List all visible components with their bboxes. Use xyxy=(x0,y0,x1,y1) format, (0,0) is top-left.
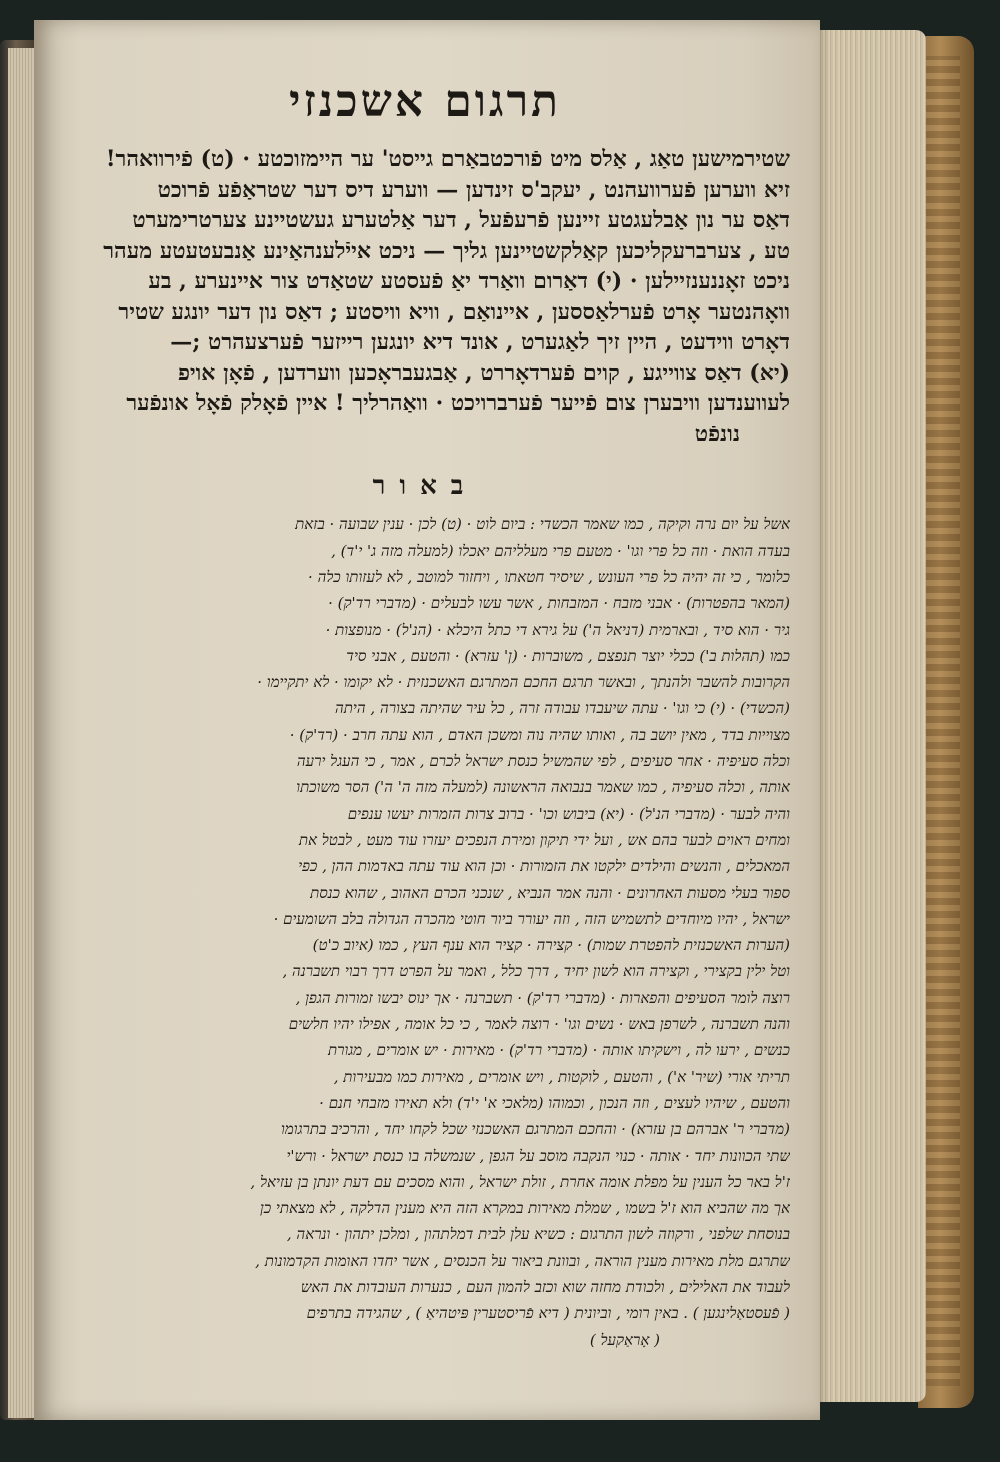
commentary-heading: באור xyxy=(372,471,478,502)
commentary-block xyxy=(60,511,790,1353)
commentary-line: בנוסחת שלפני , ורקוזה לשון התרגום : כשיא עלן לבית דמלתהון , ומלכן יתהון · ונראה , xyxy=(286,1225,790,1244)
commentary-line: מצוייות בדד , מאין יושב בה , ואותו שהיה נוה ומשכן האדם , הוא עתה חרב · (רד'ק) · xyxy=(289,725,790,744)
translation-line: שטירמישען טאַג , אַלס מיט פֿורכטבאַרם גייסט' ער היימזוכטע · (ט) פֿירוואהר! xyxy=(105,146,790,173)
commentary-line: ומחים ראוים לבער בהם אש , ועל ידי תיקון ומירת הנפכים יעזרו עוד מעט , לבטל את xyxy=(298,830,790,849)
translation-line: לעווענדען וויבערן צום פֿייער פֿערברויכט · וואַהרליך ! איין פֿאָלק פֿאָל אונפֿער xyxy=(126,390,790,417)
commentary-line: שתרגם מלת מאירות מענין הוראה , ובוונת ביאור על הכנסים , אשר יחדו האומות הקדמונות , xyxy=(255,1251,790,1270)
commentary-line: כמו (תהלות ב') ככלי יוצר תנפצם , משוברות · (ן' עזרא) · והטעם , אבני סיד xyxy=(346,646,790,665)
book-cover-right xyxy=(918,36,974,1408)
translation-line: דאָרט ווידעט , היין זיך לאַגערט , אונד דיא יונגען רייזער פֿערצעהרט ;— xyxy=(170,329,790,356)
page-title: תרגום אשכנזי xyxy=(288,76,562,127)
commentary-line: אך מה שהביא הוא ז'ל בשמו , שמלת מאירות במקרא הזה היא מענין הדלקה , לא מצאתי כן xyxy=(260,1199,790,1218)
commentary-line: אותה , וכלה סעיפיה , כמו שאמר בנבואה הראשונה (למעלה מזה ה' ה') הסר משוכתו xyxy=(296,778,790,797)
commentary-line: והנה תשברנה , לשרפן באש · נשים וגו' · רוצה לאמר , כי כל אומה , אפילו יהיו חלשים xyxy=(288,1015,790,1034)
commentary-line: אשל על יום נרה וקיקה , כמו שאמר הכשדי : ביום לוט · (ט) לכן · ענין שבועה · בזאת xyxy=(295,515,790,534)
commentary-line: ספור בעלי מסעות האחרונים · והנה אמר הנביא , שנכני הכרם האהוב , שהוא כנסת xyxy=(310,883,790,902)
commentary-line: גיר · הוא סיד , ובארמית (דניאל ה') על גירא די כתל היכלא · (הנ'ל) · מנופצות · xyxy=(325,620,790,639)
commentary-line: ( פֿעסטאַלינגען ) . באין רומי , וביונית ( דיא פֿריסטערין פּיטהיאַ ) , שהגידה בתרפים xyxy=(306,1304,790,1323)
commentary-line: שתי הכוונות יחד · אותה · כנוי הנקבה מוסב על הגפן , שנמשלה בו כנסת ישראל · ורש'י xyxy=(286,1146,790,1165)
commentary-line: המאכלים , והנשים והילדים ילקטו את הזמורות · וכן הוא עוד עתה באדמות ההן , כפי xyxy=(298,857,790,876)
translation-line: נונפֿט xyxy=(694,420,740,447)
translation-line: ניכט זאָננענזיילען · (י) דאַרום וואַרד יאַ פֿעסטע שטאַדט צור איינערע , בע xyxy=(148,268,790,295)
translation-line: וואָהנטער אָרט פֿערלאַססען , איינואַם , וויא וויסטע ; דאַס נון דער יונגע שטיר xyxy=(118,298,790,325)
translation-line: טע , צערברעקליכען קאַלקשטיינען גליך — ניכט אייֿלענהאַינע אַנבעטעטע מעהר xyxy=(103,237,790,264)
commentary-line: לעבוד את האלילים , ולכודת מחזה שוא וכזב להמון העם , כנערות העובדות את האש xyxy=(300,1278,790,1296)
commentary-line: (מדברי ר' אברהם בן עזרא) · והחכם המתרגם האשכנזי שכל לקחו יחד , והרכיב בתרגומו xyxy=(281,1120,790,1139)
commentary-line: כלומר , כי זה יהיה כל פרי העונש , שיסיר חטאתו , ויחזור למוטב , לא לעזותו כלה · xyxy=(308,567,790,586)
commentary-line: וכלה סעיפיה · אחר סעיפים , לפי שהמשיל כנסת ישראל לכרם , אמר , כי העגל ירעה xyxy=(296,752,790,771)
page-content xyxy=(60,78,790,1353)
commentary-line: (הכשדי) · (י) כי וגו' · עתה שיעבדו עבודה זרה , כל עיר שהיתה בצורה , היתה xyxy=(335,699,790,718)
commentary-line: ( אָראַקעל ) xyxy=(589,1330,660,1349)
commentary-line: (הערות האשכנזית להפטרת שמות) · קצירה · קציר הוא ענף העץ , כמו (איוב כ'ט) xyxy=(312,936,790,955)
translation-line: (יא) דאַס צווייגע , קוים פֿערדאָררט , אַבגעבראָכען ווערדען , פֿאָן אויפ xyxy=(177,359,790,386)
translation-line: דאַס ער נון אַבלעגטע זיינען פֿרעפֿעל , דער אַלטערע געשטיינע צערטרימערט xyxy=(132,207,790,234)
commentary-line: בעדה הואת · וזה כל פרי וגו' · מטעם פרי מעלליהם יאכלו (למעלה מזה ג' י'ד) , xyxy=(331,541,790,560)
translation-block xyxy=(60,144,790,449)
commentary-line: הקרובות להשבר ולהנתך , ובאשר תרגם החכם המתרגם האשכנזית · לא יקומו · לא יתקיימו · xyxy=(257,673,790,692)
commentary-line: רוצה לומר הסעיפים והפארות · (מדברי רד'ק) · תשברנה · אך ינוס יבשו זמורות הגפן , xyxy=(295,988,790,1007)
commentary-line: וטל ילין בקצירי , וקצירה הוא לשון יחיד , דרך כלל , ואמר על הפרט דרך רבוי תשברנה , xyxy=(282,962,790,981)
commentary-line: והטעם , שיהיו לעצים , וזה הנכון , וכמוהו (מלאכי א' י'ד) ולא תאירו מזבחי חנם · xyxy=(319,1093,790,1112)
commentary-line: ישראל , יהיו מיוחדים לתשמיש הזה , וזה יעורר ביור חוטי מהכרה הגדולה בלב השומעים · xyxy=(273,909,790,928)
commentary-line: ז'ל באר כל הענין על מפלת אומה אחרת , זולת ישראל , והוא מסכים עם דעת יונתן בן עזיאל , xyxy=(250,1172,790,1191)
commentary-line: כנשים , ירעו לה , וישקיתו אותה · (מדברי רד'ק) · מאירות · יש אומרים , מגורת xyxy=(327,1041,790,1060)
commentary-line: והיה לבער · (מדברי הנ'ל) · (יא) ביבוש וכו' · ברוב צרות הזמרות יעשו ענפים xyxy=(347,804,790,823)
translation-line: זיא ווערען פֿערוועהנט , יעקב'ס זינדען — ווערע דיס דער שטראַפֿע פֿרוכט xyxy=(157,176,790,203)
commentary-line: (המאר בהפטרות) · אבני מזבח · המזבחות , אשר עשו לבעלים · (מדברי רד'ק) · xyxy=(328,594,790,613)
commentary-line: תריתי אורי (שיר' א') , והטעם , לוקטות , ויש אומרים , מאירות כמו מבעירות , xyxy=(333,1067,790,1086)
